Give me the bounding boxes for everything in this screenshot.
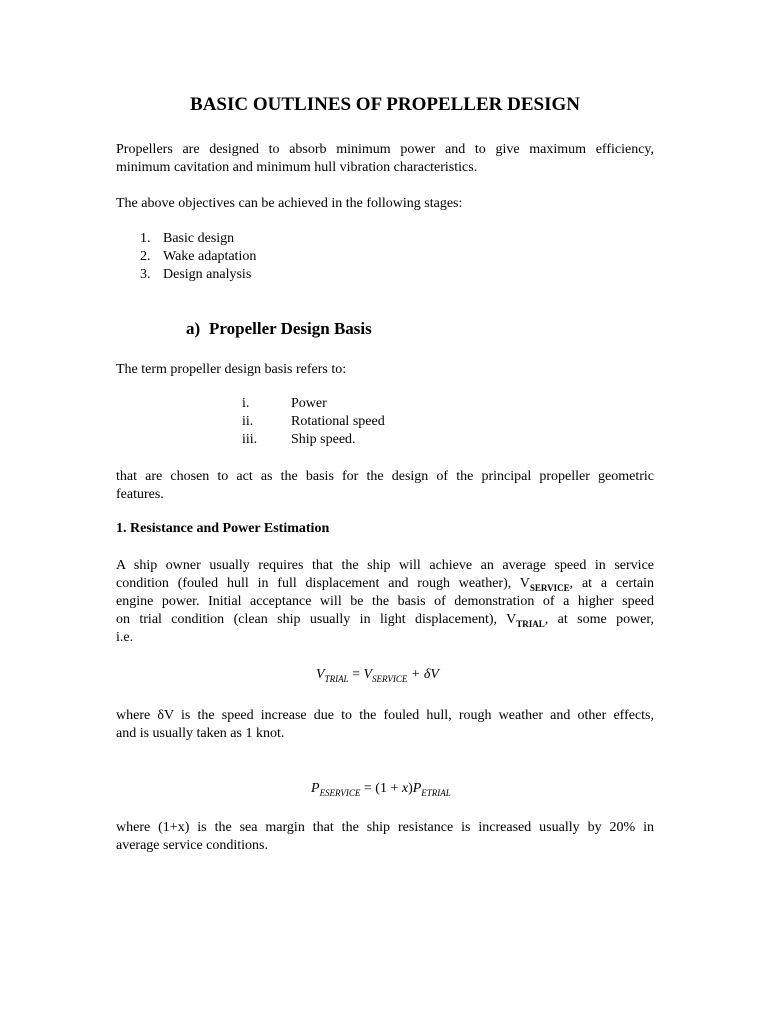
- list-item: 3. Design analysis: [140, 267, 252, 282]
- stages-intro: The above objectives can be achieved in the following stages:: [116, 196, 463, 211]
- basis-intro: The term propeller design basis refers to:: [116, 362, 347, 377]
- list-item: 1. Basic design: [140, 231, 235, 246]
- list-item: ii. Rotational speed: [242, 414, 385, 429]
- equation-power: $P_{ESERVICE} = (1 + x)P_{ETRIAL}$: [311, 781, 451, 798]
- document-title: BASIC OUTLINES OF PROPELLER DESIGN: [190, 94, 580, 115]
- equation-trial-speed: $V_{TRIAL} = V_{SERVICE} + \delta V$: [316, 667, 439, 684]
- resistance-paragraph: A ship owner usually requires that the ship will achieve an average speed in service condition (fouled hull in full displacement and rough weather), $V_{SERVICE}$, at a certain engine power. Initial acceptance will be the basis of demonstration of a higher speed on trial condition (clean ship usually in light displacement), $V_{TRIAL}$, at some power, i.e.: [116, 558, 655, 645]
- intro-paragraph: [116, 141, 654, 177]
- sea-margin-paragraph: where (1+x) is the sea margin that the ship resistance is increased usually by 20% in average service conditions.: [116, 820, 654, 853]
- basis-list: [242, 395, 385, 449]
- list-item: i. Power: [242, 396, 327, 411]
- deltaV-paragraph: where δV is the speed increase due to the fouled hull, rough weather and other effects, and is usually taken as 1 knot.: [116, 708, 654, 741]
- stages-list: [140, 230, 256, 284]
- document-page: [116, 0, 654, 1024]
- intro-line-1: Propellers are designed to absorb minimum power and to give maximum efficiency,: [116, 142, 654, 157]
- list-item: 2. Wake adaptation: [140, 249, 257, 264]
- subsection-heading: 1. Resistance and Power Estimation: [116, 521, 330, 536]
- intro-line-2: minimum cavitation and minimum hull vibration characteristics.: [116, 160, 478, 175]
- section-heading-a: a) Propeller Design Basis: [186, 319, 372, 338]
- list-item: iii. Ship speed.: [242, 432, 356, 447]
- basis-outro: that are chosen to act as the basis for the design of the principal propeller geometric features.: [116, 469, 654, 502]
